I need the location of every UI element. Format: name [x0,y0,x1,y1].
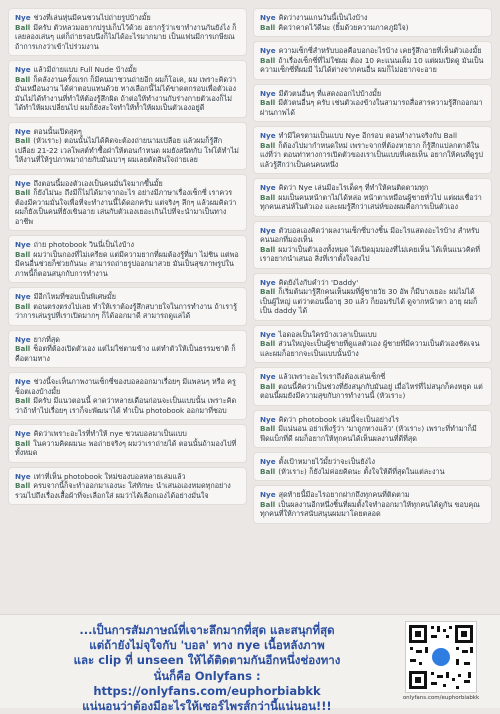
qa-line [15,344,240,363]
dialogue-text: ตั้งเป้าหมายไว้มั้ยว่าจะเป็นยังไง [278,457,376,466]
qa-line [260,424,485,443]
qr-block [398,621,484,705]
qa-line [260,372,485,382]
qa-line [260,457,485,467]
left-column [8,8,247,608]
qa-line [260,56,485,75]
qa-line [15,179,240,189]
qa-line [15,136,240,165]
onlyfans-logo-icon [432,648,450,666]
dialogue-text: ถ่าย photobook วินนี่เป็นไงบ้าง [33,240,135,249]
qa-card [253,126,492,174]
speaker-label: Ball [260,424,276,433]
dialogue-text: ก็ยังไม่นะ ถึงมีก็ไม่ได้มาจากอะไร อย่างมีภาษาเรื่องเซ็กซี่ เราควรต้องมีความมั่นใจเพื่อที่จะทำงานนี้ได้ดอกครับ แต่จริงๆ ลึกๆ แล้วผมคิดว่าผมก็ยังเป็นคนที่ยังเขินอาย เล่นกับตัวเองเยอะเกินไปที่จะนำมาเป็นทางอาชีพ [15,188,237,226]
dialogue-text: มีอีกไหมที่ชอบเป็นพิเศษมั้ย [33,292,116,301]
qa-card [253,221,492,269]
speaker-label: Ball [260,244,276,254]
qa-line [260,278,485,288]
speaker-label: Ball [15,438,31,448]
dialogue-text: สุดท้ายนี้มีอะไรอยากฝากถึงทุกคนที่ติดตาม [278,490,410,499]
dialogue-text: ผมว่าเป็นตัวเองทั้งหมด ได้เปิดมุมมองที่ไม่เคยเห็น ได้เห็นแนวคิดที่เราอยากนำเสนอ สิ่งที่เราตั้งใจลงไป [260,244,481,263]
footer-text [42,623,372,714]
dialogue-text: ช่วงนี้จะเห็นภาพงานเซ็กซี่ของบอลออกมาเรื่อยๆ มีแพลนๆ หรือ ครูช็อตเองบ้างมั้ย [15,377,236,396]
qa-line [15,302,240,321]
qr-code[interactable] [405,621,477,693]
qa-card [253,84,492,123]
speaker-label: Ball [15,249,31,259]
qa-line [15,429,240,439]
footer-line-4: นั่นก็คือ Onlyfans : https://onlyfans.com/euphorbiabkk [93,668,321,698]
dialogue-text: ทำมีใครตามเป็นแบบ Nye อีกรอบ ตอนทำงานจริงกับ Ball [278,131,457,140]
qr-caption: onlyfans.com/euphorbiabkk [402,695,480,701]
qa-card [8,174,247,232]
qa-line [260,490,485,500]
qa-line [260,339,485,358]
dialogue-text: ผมเป็นคนหน้าตาไม่ได้หล่อ หน้าตาเหมือนผู้ชายทั่วไป แต่ผมเชื่อว่าทุกคนเสน่ห์ในตัวเอง และผมรู้สึกว่าเสน่ห์ของผมคือการเป็นตัวเอง [260,192,482,211]
speaker-label: Nye [15,178,31,188]
dialogue-text: (หัวเราะ) ตอนนั้นไม่ได้คิดจะต้องถ่ายนามเปลือย แล้วผมก็รู้สึกเปลือย 21-22 เวลโพสต์ทำซื้อฝ่าให้ตอนกำหนด ผมยังสนิทกับ โฟโต้ทำไม่ให้งานที่ให้รูปภาพมาถ่ายกับมันเบาๆ ผมเลยตัดสินใจถ่ายเลย [15,136,239,164]
qa-card [8,287,247,326]
qa-line [260,500,485,519]
speaker-label: Nye [15,429,31,438]
qa-line [15,481,240,500]
dialogue-text: (หัวเราะ) ก็ยังไม่ค่อยคิดนะ ตั้งใจให้ดีที่สุดในแต่ละงาน [278,466,445,476]
speaker-label: Ball [260,22,276,32]
speaker-label: Ball [260,140,276,150]
footer-line-2: แต่ถ้ายังไม่จุใจกับ 'บอล' ทาง nye เนื้อหลังภาพ [89,638,325,653]
dialogue-text: ก็ต้องไปมากำหนดใหม่ เพราะจากที่ต้องหายาก ก็รู้สึกแปลกตาดีในแง่ที่ว่า ตอนท่าทางการเปิดตัวของเราเป็นแบบที่เคยเห็น อยากให้คนที่ดูรูปแล้วรู้สึกว่าเป็นคนคนหนึ่ง [260,140,483,169]
speaker-label: Nye [260,88,276,98]
qa-card [253,452,492,481]
speaker-label: Nye [15,240,31,249]
speaker-label: Ball [260,287,276,296]
qa-line [15,75,240,113]
speaker-label: Nye [260,490,276,499]
dialogue-text: ส่วนใหญ่จะเป็นผู้ชายที่ดูแลตัวเอง ผู้ชายที่มีความเป็นตัวเองชัดเจน และผมก็อยากจะเป็นแบบนั้นบ้าง [260,339,480,358]
speaker-label: Nye [260,457,276,466]
qa-line [260,415,485,425]
qa-line [260,226,485,245]
dialogue-text: ก็คลังงานครั้งแรก ก็มีคนมาชวนถ่ายอีก ผมก็โอเค, ผม เพราะคิดว่ามันเหมือนงาน ได้ค่าตอบแทนด้วย ทางเลือกนี้ไม่ได้ขาดตกรอบเพื่อตัวเอง มันไม่ได้ทำงานที่ทำให้ต้องรู้สึกผิด ถ้าต่อให้ทำงานกับร่างกายตัวเองก็ไม่ได้ทำให้ผมเปลี่ยนไป ผมก็ยังสะใจทำให้ท้ำให้ผมเป็นตัวเองอยู่ดี [15,74,237,112]
qa-card [253,410,492,449]
qa-line [15,292,240,302]
qa-card [253,367,492,406]
qa-card [253,178,492,217]
speaker-label: Ball [15,396,31,405]
dialogue-text: ตอนนั้นเปิดสุดๆ [33,126,82,136]
dialogue-text: คิดว่าคาดไว้ดีนะ (ยิ้มด้วยความภาคภูมิใจ) [278,22,409,32]
qa-card [253,273,492,321]
dialogue-text: แล้วเพราะอะไรเราถึงต้องเล่นเซ็กซี่ [278,372,386,381]
qa-line [15,335,240,345]
dialogue-text: ครบจากนี้ก็จะทำออกมาเองนะ ใส่ทักษะ นำเสนอเองหมดทุกอย่าง รวมไปถึงเรื่องเสื้อผ้าที่จะเลือกใส่ ผมว่าได้เลือกเองได้อย่างมั่นใจ [15,481,231,500]
qa-line [15,23,240,52]
qa-card [253,8,492,37]
qa-line [260,98,485,117]
qa-line [15,439,240,458]
dialogue-text: เท่าที่เห็น photobook ใหม่ของบอลหลายเล่มแล้ว [33,471,186,481]
qa-line [260,23,485,33]
dialogue-text: ถึงตอนนี้มองตัวเองเป็นคนมั่นใจมากขึ้นมั้ย [33,178,163,188]
dialogue-text: ในความคิดผมนะ พอถ่ายจริงๆ ผมว่าเราถ่ายได้ ตอนนั้นถ้ามองไปที่ทั้งหมด [15,438,237,457]
speaker-label: Ball [260,192,276,202]
qa-card [8,330,247,369]
qa-card [8,122,247,170]
qa-line [260,141,485,170]
speaker-label: Nye [15,126,31,136]
dialogue-text: ความเซ็กซี่สำหรับบอลคือบอกอะไรบ้าง เคยรู้สึกอายที่เห็นตัวเองมั้ย [278,46,482,55]
dialogue-text: ผมว่าเป็นกองที่ไม่เครียด แต่มีความยากที่ผมต้องรู้ที่มา ไม่ชิน แต่พอมีคนอื่นช่วยก็ช่วยกันนะ สามารถถ่ายรูปออกมาสวย มันเป็นสุขภาพรูปในภาพนี้ก็ตอนสนุกกับการทำงาน [15,249,239,278]
qa-line [15,396,240,415]
dialogue-text: ช็อตที่ต้องเปิดตัวเอง แต่ไม่ใช่ตามข้าง แต่ทำตัวให้เป็นธรรมชาติ ก็คือตามทาง [15,344,236,363]
dialogue-text: มีแน่นอน อย่าเพิ่งรู้ว่า 'มาถูกทางแล้ว' (หัวเราะ) เพราะที่ทำมาก็มีฟีดแบ็กที่ดี ผมก็อยากให้ทุกคนได้เห็นผลงานที่ดีที่สุด [260,424,477,443]
speaker-label: Ball [15,188,31,197]
qa-line [260,193,485,212]
dialogue-text: มีครับ มีแนวตอนนี้ คาดว่าหลายเดือนก่อนจะเป็นแบบนั้น เพราะคิดว่าถ้าทำไปเรื่อยๆ เราก็จะพัฒนาได้ ทำเป็น photobook ออกมาที่ชอบ [15,396,237,415]
dialogue-text: ไอดอลเป็นใครบ้างเวลาเป็นแบบ [278,329,377,339]
dialogue-text: แล้วมีถ่ายแบบ Full Nude บ้างมั้ย [33,65,137,74]
dialogue-text: มีครับ ตัวหลวมอยากปรูปเก็บไว้ด้วย อยากรู้ว่าเขาทำงานกันยังไง ก็เลยลองเล่นๆ แต่ก็ถ่ายรอบนึงก็ไม่ได้อะไรมากมาย เป็นแฟนมีการเกษียณ ถ้าการเกงว่าเข้าไปร่วมงาน [15,22,237,51]
qa-line [15,188,240,226]
speaker-label: Nye [260,277,276,287]
qa-line [15,250,240,279]
qa-card [8,235,247,283]
qa-line [15,13,240,23]
speaker-label: Nye [15,292,31,301]
footer-line-3: และ clip ที่ unseen ให้ได้ติดตามกันอีกหนึ่งช่องทาง [73,653,341,668]
speaker-label: Nye [15,471,31,481]
qa-line [260,13,485,23]
dialogue-text: ถ้าเรื่องเซ็กซี่ที่ไม่ใช่ผม ต้อง 10 คะแนนเต็ม 10 แต่ผมเปิดดู มันเป็นความเซ็กซี่ที่ผมมี ไม่ได้ต่างจากคนอื่น ผมก็ไม่อยากจะอาย [260,55,484,74]
dialogue-text: ยากที่สุด [33,334,60,344]
speaker-label: Ball [15,481,31,490]
speaker-label: Ball [260,339,276,348]
speaker-label: Ball [15,301,31,311]
qa-line [260,330,485,340]
speaker-label: Ball [15,74,31,84]
speaker-label: Nye [260,13,276,22]
qa-line [260,382,485,401]
speaker-label: Nye [260,225,276,235]
dialogue-text: ตัวบอลเองคิดว่าผลงานเซ็กซี่บางชิ้น มีอะไรแสดงอะไรบ้าง สำหรับคนนอกที่มองเห็น [260,225,480,244]
footer-line-1: ...เป็นการสัมภาษณ์ที่เจาะลึกมากที่สุด และสนุกที่สุด [79,623,335,637]
footer-line-5: แน่นอนว่าต้องมีอะไรให้เซอร์ไพรส์กว่านี้แน่นอน!!! [82,698,332,713]
speaker-label: Ball [260,55,276,65]
dialogue-text: คิดว่าเพราะอะไรที่ทำให้ nye ชวนบอลมาเป็นแบบ [33,429,187,438]
qa-line [15,472,240,482]
speaker-label: Ball [260,499,276,509]
speaker-label: Nye [260,46,276,55]
qa-line [260,131,485,141]
qa-line [260,467,485,477]
dialogue-text: ตอนตรงตรงไปเลย ทำให้เราต้องรู้สึกสบายใจในการทำงาน ถ้าเรารู้ว่าการเล่นรูปที่เราเปิดมากๆ ก็ได้ออกมาดี สามารถดูแลได้ [15,301,237,320]
dialogue-text: มีตัวตนอื่นๆ ที่แสดงออกไปบ้างมั้ย [278,88,382,98]
qa-line [260,245,485,264]
dialogue-text: คิดยังไงกับคำว่า 'Daddy' [278,277,359,287]
speaker-label: Nye [15,334,31,344]
speaker-label: Nye [260,329,276,339]
qa-line [15,377,240,396]
dialogue-text: คิดว่างานแกนวันนี้เป็นไงบ้าง [278,13,368,22]
qa-line [260,287,485,316]
dialogue-text: คิดว่า photobook เล่มนี้จะเป็นอย่างไร [278,414,400,424]
speaker-label: Ball [260,381,276,391]
qa-card [8,60,247,118]
speaker-label: Ball [15,22,31,32]
qa-card [8,372,247,420]
dialogue-text: ตอนนี้คิดว่าเป็นช่วงที่ยังสนุกกับมันอยู่ เมื่อไหร่ที่ไม่สนุกก็คงหยุด แต่ตอนนี้ผมยังมีความสุขกับการทำงานนี้ (หัวเราะ) [260,381,483,400]
speaker-label: Nye [15,377,31,386]
interview-body [8,8,492,608]
qa-card [253,485,492,524]
speaker-label: Nye [15,65,31,74]
speaker-label: Nye [260,131,276,140]
qa-card [8,467,247,506]
qa-card [253,41,492,80]
qa-card [253,325,492,364]
footer-banner [0,614,500,713]
speaker-label: Ball [260,98,276,107]
qa-line [15,127,240,137]
dialogue-text: เป็นผลงานอีกหนึ่งชิ้นที่ผมตั้งใจทำออกมาให้ทุกคนได้ดูกัน ขอบคุณทุกคนที่ให้การสนับสนุนผมมาโดยตลอด [260,499,480,518]
speaker-label: Ball [15,136,31,145]
dialogue-text: ช่วงที่เล่นหุ่นมีคนชวนไปถ่ายรูปบ้างมั้ย [33,13,151,22]
speaker-label: Nye [15,13,31,22]
speaker-label: Ball [260,466,276,476]
qa-card [8,8,247,56]
qa-line [260,183,485,193]
speaker-label: Nye [260,414,276,424]
qa-line [15,240,240,250]
dialogue-text: ก็เริ่มต้นมารู้สึกคนเห็นผมที่ผู้ชายวัย 30 อัพ ก็มีบางเยอะ ผมไม่ได้เป็นผู้ใหญ่ แต่ว่าตอนนี้อายุ 30 แล้ว ก็ยอมรับได้ ดูจากหน้าตา อายุ ผมก็เป็น daddy ได้ [260,287,478,315]
qa-line [260,46,485,56]
qa-line [260,89,485,99]
speaker-label: Ball [15,344,31,353]
right-column [253,8,492,608]
qa-line [15,65,240,75]
qa-card [8,424,247,463]
dialogue-text: คิดว่า Nye เล่นมีอะไรเด็ดๆ ที่ทำให้คนติดตามทุก [278,183,429,192]
dialogue-text: มีตัวตนอื่นๆ ครับ เช่นตัวเองข้างในสามารถสื่อสารความรู้สึกออกมาผ่านภาพได้ [260,98,483,117]
speaker-label: Nye [260,183,276,192]
speaker-label: Nye [260,372,276,381]
